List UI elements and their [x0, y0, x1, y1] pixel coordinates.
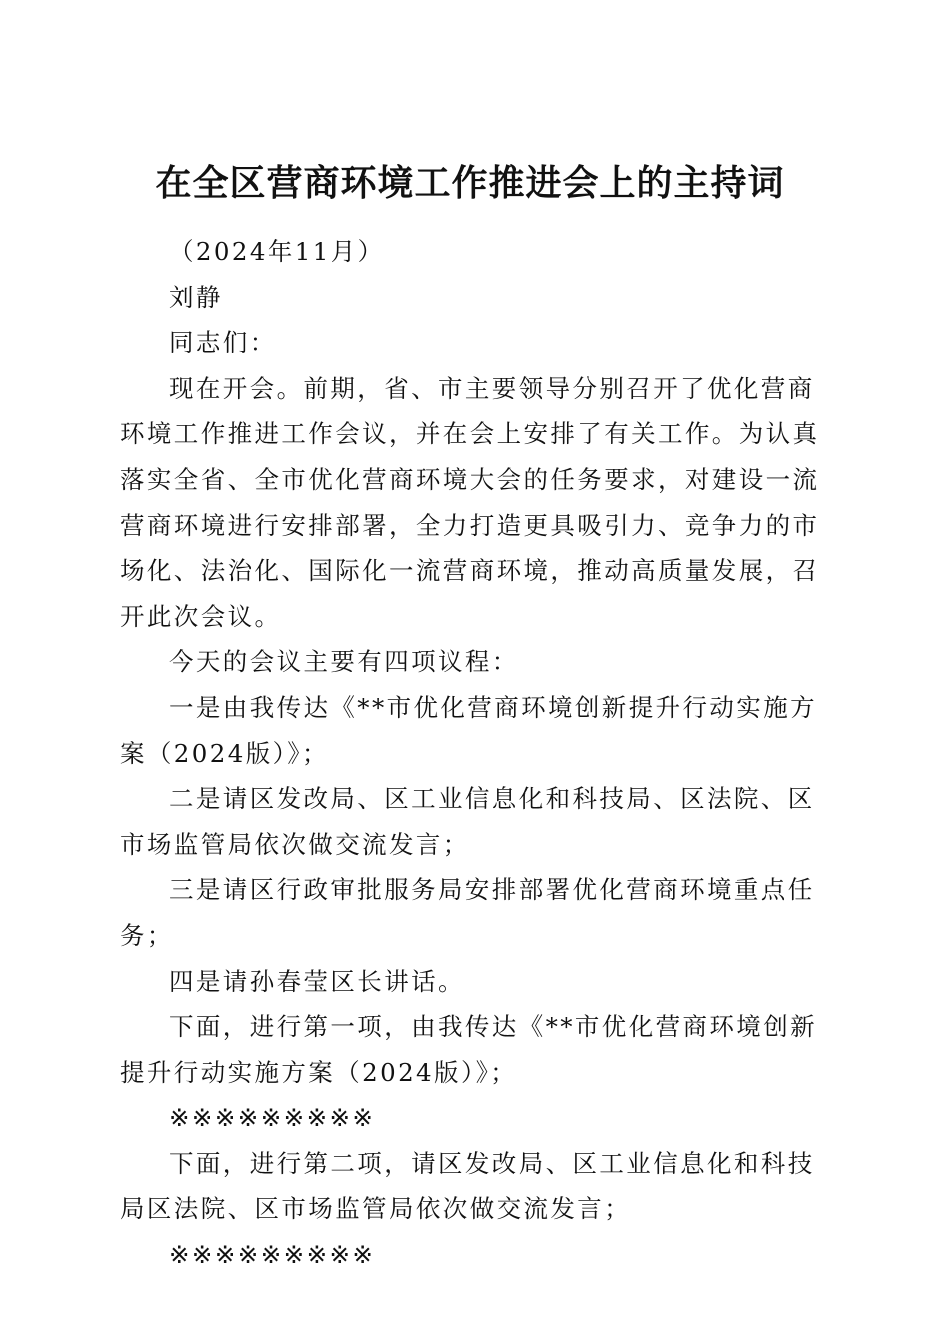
paragraph-item-1-start: 下面，进行第一项，由我传达《**市优化营商环境创新提升行动实施方案（2024版）》； — [120, 1012, 817, 1087]
agenda-item-2: 二是请区发改局、区工业信息化和科技局、区法院、区市场监管局依次做交流发言； — [120, 784, 815, 859]
agenda-item-4: 四是请孙春莹区长讲话。 — [169, 966, 465, 996]
document-body — [120, 229, 828, 1278]
paragraph-opening: 现在开会。前期，省、市主要领导分别召开了优化营商环境工作推进工作会议，并在会上安排了有关工作。为认真落实全省、全市优化营商环境大会的任务要求，对建设一流营商环境进行安排部署，全力打造更具吸引力、竞争力的市场化、法治化、国际化一流营商环境，推动高质量发展，召开此次会议。 — [120, 373, 820, 631]
document-date: （2024年11月） — [169, 237, 385, 266]
greeting: 同志们： — [169, 328, 277, 358]
document-author: 刘静 — [169, 282, 223, 312]
paragraph-agenda-intro: 今天的会议主要有四项议程： — [169, 647, 519, 677]
paragraph-item-2-start: 下面，进行第二项，请区发改局、区工业信息化和科技局区法院、区市场监管局依次做交流发言； — [120, 1148, 815, 1224]
placeholder-marks-2: ※※※※※※※※※ — [169, 1240, 376, 1270]
agenda-item-3: 三是请区行政审批服务局安排部署优化营商环境重点任务； — [120, 875, 815, 950]
document-title: 在全区营商环境工作推进会上的主持词 — [155, 162, 785, 205]
placeholder-marks-1: ※※※※※※※※※ — [169, 1103, 376, 1133]
agenda-item-1: 一是由我传达《**市优化营商环境创新提升行动实施方案（2024版）》； — [120, 692, 817, 768]
